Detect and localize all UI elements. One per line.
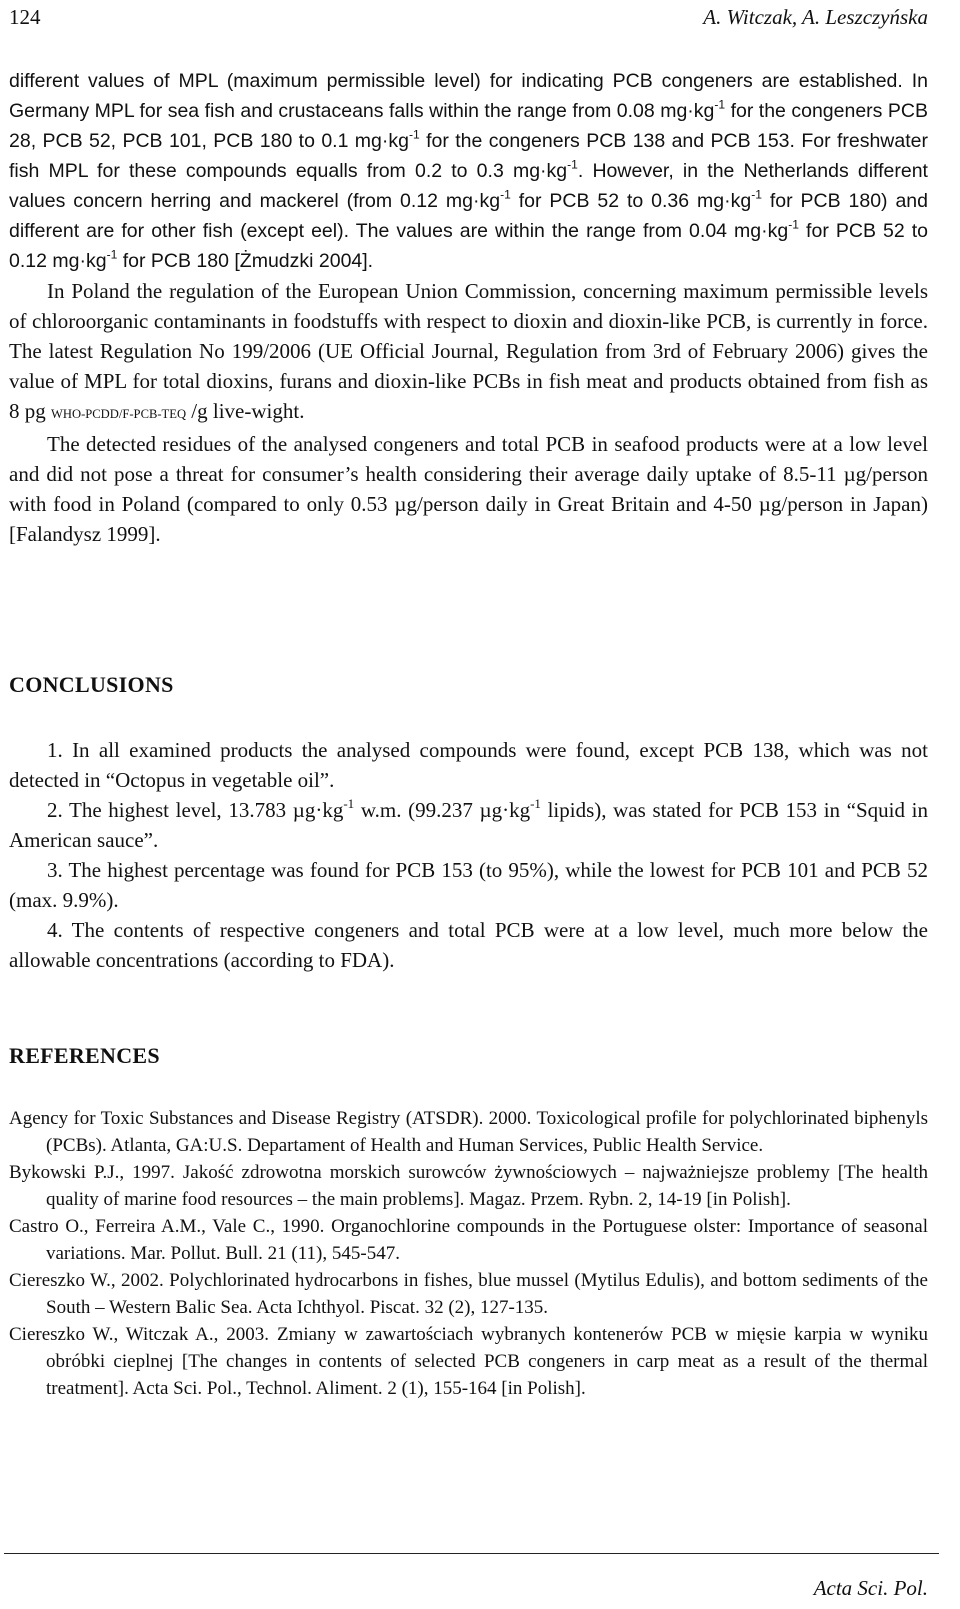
text-run: for the congeners PCB 138 and PCB 153. For freshwater fish MPL for these compounds equalls from 0.2 to 0.3 mg·kg xyxy=(9,130,928,182)
reference-item: Agency for Toxic Substances and Disease Registry (ATSDR). 2000. Toxicological profile for polychlorinated biphenyls (PCBs). Atlanta, GA:U.S. Departament of Health and Human Services, Public Health Service. xyxy=(9,1108,928,1156)
running-head-authors: A. Witczak, A. Leszczyńska xyxy=(703,5,928,29)
conclusion-item: 4. The contents of respective congeners and total PCB were at a low level, much more below the allowable concentrations (according to FDA). xyxy=(9,918,928,972)
conclusion-item: 1. In all examined products the analysed compounds were found, except PCB 138, which was not detected in “Octopus in vegetable oil”. xyxy=(9,738,928,792)
reference-item: Ciereszko W., Witczak A., 2003. Zmiany w zawartościach wybranych kontenerów PCB w mięsie karpia w wyniku obróbki cieplnej [The changes in contents of selected PCB congeners in carp meat as a result of the thermal treatment]. Acta Sci. Pol., Technol. Aliment. 2 (1), 155-164 [in Polish]. xyxy=(9,1324,928,1399)
paragraph-mpl-values xyxy=(9,66,928,276)
page-number: 124 xyxy=(9,5,41,29)
superscript: -1 xyxy=(567,157,578,172)
footer-journal-name: Acta Sci. Pol. xyxy=(813,1576,928,1600)
text-run: for PCB 52 to 0.36 mg·kg xyxy=(510,190,752,212)
reference-item: Bykowski P.J., 1997. Jakość zdrowotna morskich surowców żywnościowych – najważniejsze problemy [The health quality of marine food resources – the main problems]. Magaz. Przem. Rybn. 2, 14-19 [in Polish]. xyxy=(9,1162,928,1210)
text-run: for PCB 52 to 0.12 mg·kg xyxy=(9,220,929,272)
text-run: for the congeners PCB 28, PCB 52, PCB 101, PCB 180 to 0.1 mg·kg xyxy=(9,100,928,152)
conclusions-list xyxy=(9,735,928,975)
text-run: /g live-wight. xyxy=(186,399,305,423)
superscript: -1 xyxy=(408,127,420,142)
text-run: 2. The highest level, 13.783 µg·kg xyxy=(47,798,344,822)
footer-divider xyxy=(4,1553,939,1554)
superscript: -1 xyxy=(714,97,726,112)
text-run: lipids), was stated for PCB 153 in “Squid in American sauce”. xyxy=(9,798,928,852)
text-run: w.m. (99.237 µg·kg xyxy=(354,798,531,822)
reference-item: Ciereszko W., 2002. Polychlorinated hydrocarbons in fishes, blue mussel (Mytilus Edulis), and bottom sediments of the South – Western Balic Sea. Acta Ichthyol. Piscat. 32 (2), 127-135. xyxy=(9,1270,928,1318)
references-list xyxy=(9,1105,928,1402)
running-head xyxy=(9,2,928,32)
subscript: WHO-PCDD/F-PCB-TEQ xyxy=(51,407,187,421)
superscript: -1 xyxy=(751,187,762,202)
paragraph-eu-regulation xyxy=(9,276,928,429)
text-run: . However, in the Netherlands different values concern herring and mackerel (from 0.12 mg·kg xyxy=(9,160,928,212)
text-run: for PCB 180 [Żmudzki 2004]. xyxy=(117,250,374,272)
references-heading: REFERENCES xyxy=(9,1043,160,1068)
superscript: -1 xyxy=(343,795,355,811)
conclusion-item: 3. The highest percentage was found for PCB 153 (to 95%), while the lowest for PCB 101 and PCB 52 (max. 9.9%). xyxy=(9,858,928,912)
text-run: In Poland the regulation of the European Union Commission, concerning maximum permissible levels of chloroorganic contaminants in foodstuffs with respect to dioxin and dioxin-like PCB, is currently in force. The latest Regulation No 199/2006 (UE Official Journal, Regulation from 3rd of February 2006) gives the value of MPL for total dioxins, furans and dioxin-like PCBs in fish meat and products obtained from fish as 8 pg xyxy=(9,279,928,423)
paragraph-residues: The detected residues of the analysed congeners and total PCB in seafood products were at a low level and did not pose a threat for consumer’s health considering their average daily uptake of 8.5-11 µg/person with food in Poland (compared to only 0.53 µg/person daily in Great Britain and 4-50 µg/person in Japan) [Falandysz 1999]. xyxy=(9,432,928,546)
superscript: -1 xyxy=(106,247,118,262)
text-run: for PCB 180) and different are for other fish (except eel). The values are within the range from 0.04 mg·kg xyxy=(9,190,928,242)
superscript: -1 xyxy=(530,795,541,811)
conclusions-heading: CONCLUSIONS xyxy=(9,672,174,697)
superscript: -1 xyxy=(788,217,799,232)
conclusion-item xyxy=(9,795,928,855)
text-run: different values of MPL (maximum permissible level) for indicating PCB congeners are established. In Germany MPL for sea fish and crustaceans falls within the range from 0.08 mg·kg xyxy=(9,70,928,122)
reference-item: Castro O., Ferreira A.M., Vale C., 1990. Organochlorine compounds in the Portuguese olster: Importance of seasonal variations. Mar. Pollut. Bull. 21 (11), 545-547. xyxy=(9,1216,928,1264)
body-text xyxy=(9,66,928,549)
superscript: -1 xyxy=(500,187,511,202)
